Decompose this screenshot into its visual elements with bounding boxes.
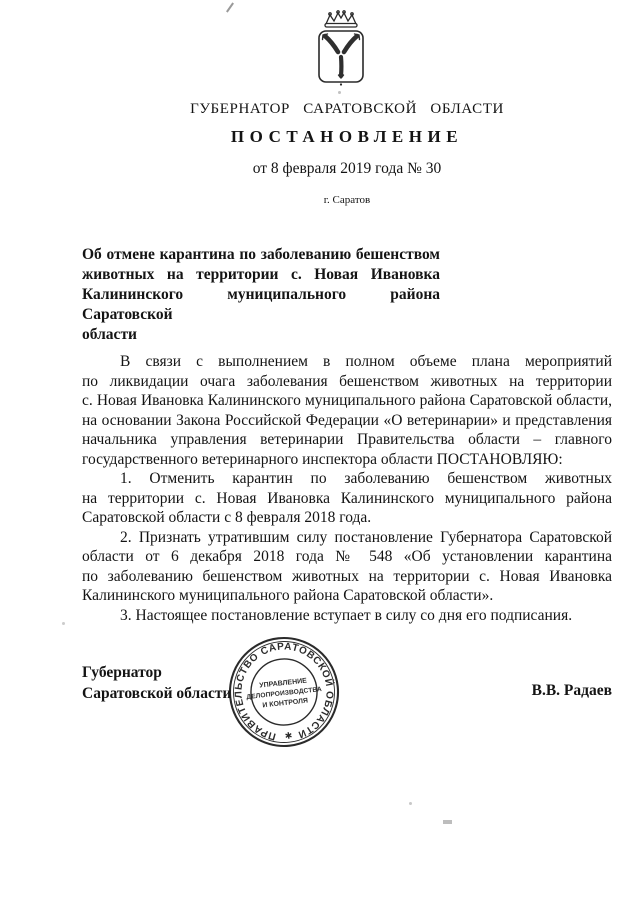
city-line: г. Саратов bbox=[323, 194, 371, 206]
paragraph-preamble bbox=[82, 352, 612, 469]
text-line: животных на территории с. Новая Ивановка bbox=[82, 266, 440, 283]
text-line: с. Новая Ивановка Калининского муниципального района Саратовской области, bbox=[82, 392, 612, 409]
text-line: на основании Закона Российской Федерации «О ветеринарии» и представления bbox=[82, 411, 612, 429]
signature-title-line: Губернатор bbox=[82, 664, 162, 681]
stamp-outer-text: ПРАВИТЕЛЬСТВО САРАТОВСКОЙ ОБЛАСТИ bbox=[233, 641, 335, 742]
signature-title bbox=[82, 662, 231, 704]
text-line: В связи с выполнением в полном объеме плана мероприятий bbox=[120, 353, 612, 370]
text-line: Калининского муниципального района Саратовской области». bbox=[82, 587, 494, 604]
subject-heading bbox=[82, 245, 440, 345]
paragraph-item-1 bbox=[82, 469, 612, 528]
text-line: 2. Признать утратившим силу постановление Губернатора Саратовской bbox=[120, 528, 612, 546]
text-line: по заболеванию бешенством животных на территории с. Новая Ивановка bbox=[82, 567, 612, 585]
coat-of-arms-icon bbox=[309, 10, 373, 90]
stamp-inner-text: ДЕЛОПРОИЗВОДСТВА bbox=[246, 686, 323, 701]
text-line: 3. Настоящее постановление вступает в силу со дня его подписания. bbox=[120, 606, 573, 624]
date-number-line: от 8 февраля 2019 года № 30 bbox=[252, 160, 442, 177]
scan-artifact bbox=[62, 622, 65, 625]
scan-artifact bbox=[409, 802, 412, 805]
paragraph-item-2 bbox=[82, 528, 612, 606]
paragraph-item-3 bbox=[82, 606, 612, 626]
signature-name: В.В. Радаев bbox=[531, 682, 612, 699]
text-line: 1. Отменить карантин по заболеванию бешенством животных bbox=[120, 470, 612, 487]
scan-artifact bbox=[338, 91, 341, 94]
stamp-asterisk: ✱ bbox=[284, 730, 293, 742]
scan-artifact bbox=[443, 820, 452, 824]
text-line: по ликвидации очага заболевания бешенством животных на территории bbox=[82, 372, 612, 390]
text-line: Об отмене карантина по заболеванию бешенством bbox=[82, 246, 440, 263]
text-line: начальника управления ветеринарии Правительства области – главного bbox=[82, 431, 612, 448]
stamp-inner-text: И КОНТРОЛЯ bbox=[262, 697, 309, 710]
text-line: Калининского муниципального района Саратовской bbox=[82, 286, 440, 323]
official-round-stamp bbox=[224, 632, 344, 752]
scan-artifact bbox=[226, 2, 234, 12]
text-line: государственного ветеринарного инспектора области ПОСТАНОВЛЯЮ: bbox=[82, 450, 563, 468]
signature-title-line: Саратовской области bbox=[82, 685, 232, 702]
text-line: области bbox=[82, 326, 137, 343]
org-name: ГУБЕРНАТОР САРАТОВСКОЙ ОБЛАСТИ bbox=[190, 101, 504, 117]
text-line: на территории с. Новая Ивановка Калининского муниципального района bbox=[82, 489, 612, 507]
document-type-title: ПОСТАНОВЛЕНИЕ bbox=[230, 127, 464, 146]
text-line: области от 6 декабря 2018 года № 548 «Об установлении карантина bbox=[82, 548, 612, 565]
text-line: Саратовской области с 8 февраля 2018 года. bbox=[82, 509, 372, 526]
stamp-inner-text: УПРАВЛЕНИЕ bbox=[259, 677, 308, 690]
document-body bbox=[82, 352, 612, 625]
